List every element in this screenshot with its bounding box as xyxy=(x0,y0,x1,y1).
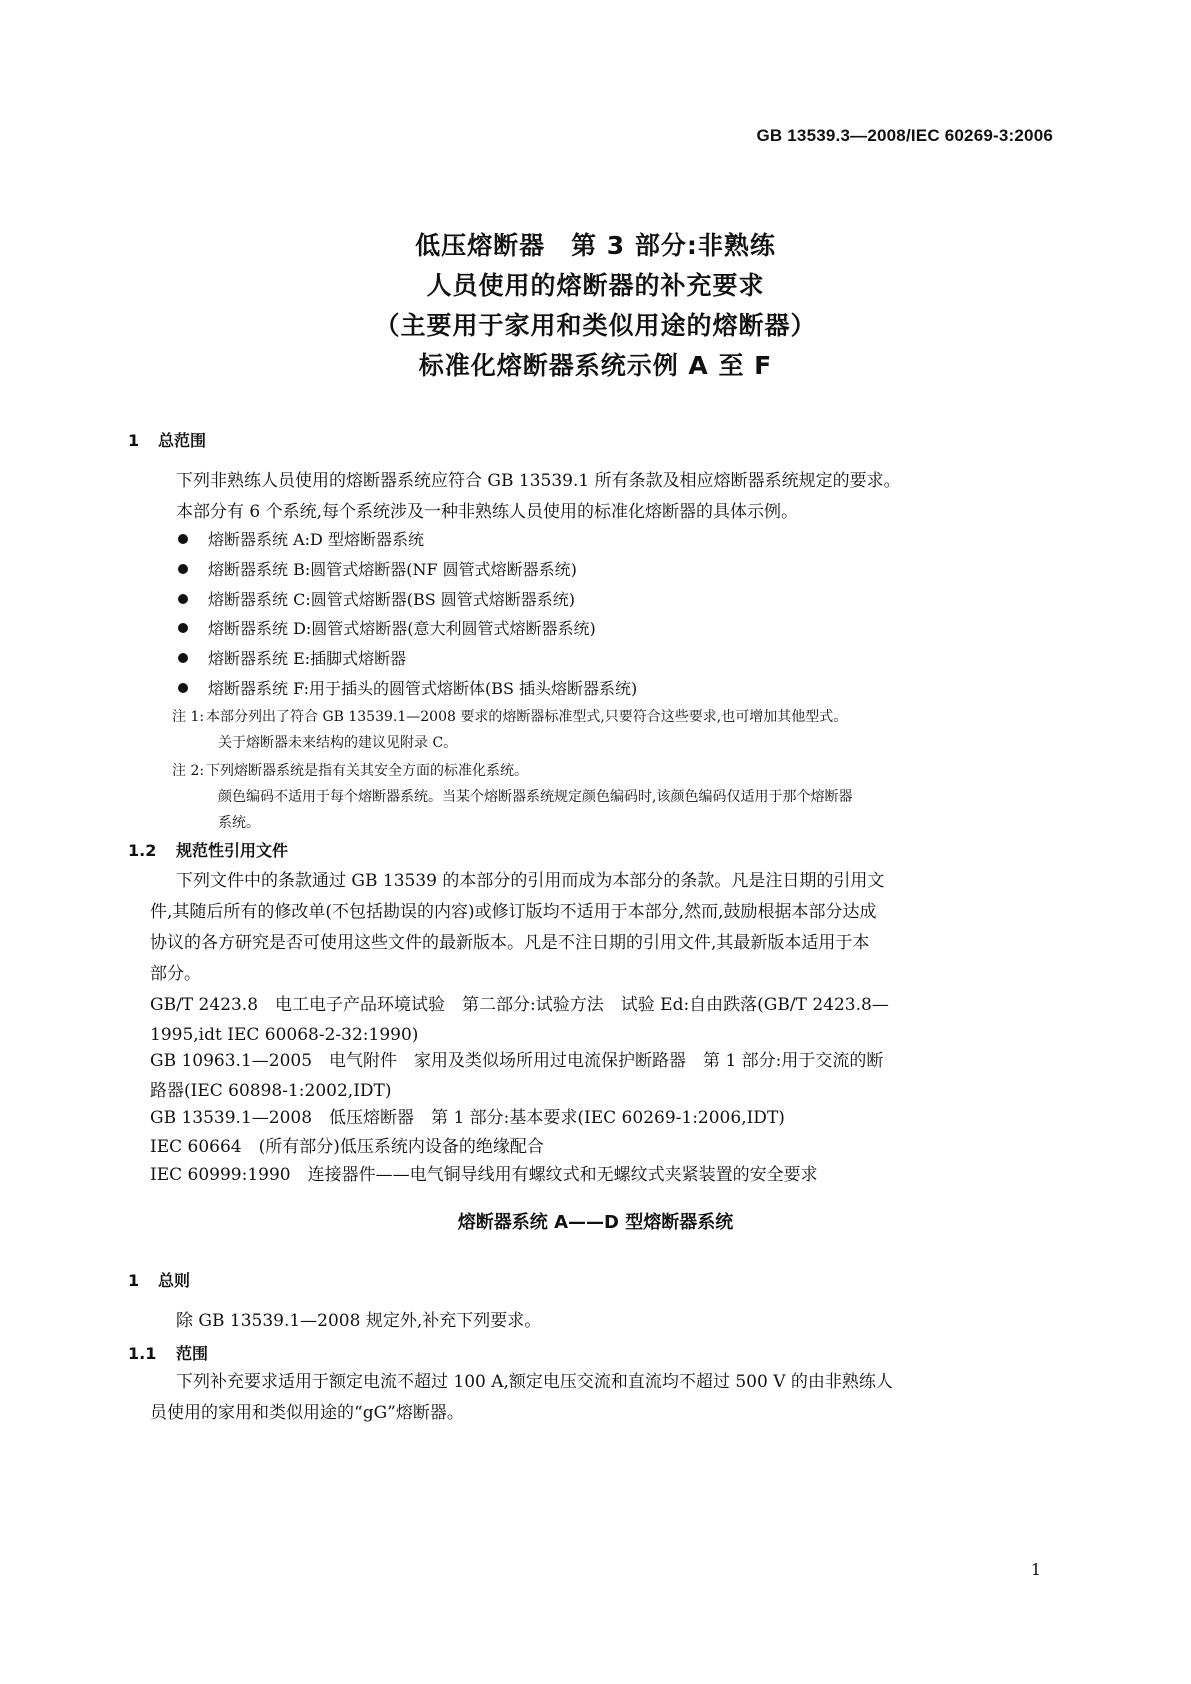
title-line: 人员使用的熔断器的补充要求 xyxy=(426,271,765,300)
section-1-2-paragraph xyxy=(150,866,1060,990)
reference-entry xyxy=(150,1160,1060,1190)
reference-line: IEC 60664 (所有部分)低压系统内设备的绝缘配合 xyxy=(150,1137,544,1157)
bullet-icon xyxy=(178,653,188,663)
reference-line: 1995,idt IEC 60068-2-32:1990) xyxy=(150,1025,419,1045)
bullet-icon xyxy=(178,623,188,633)
list-item-text: 熔断器系统 E:插脚式熔断器 xyxy=(208,649,407,668)
section-title: 总范围 xyxy=(158,431,207,450)
list-item xyxy=(178,645,406,673)
paragraph-line: 协议的各方研究是否可使用这些文件的最新版本。凡是不注日期的引用文件,其最新版本适用于本 xyxy=(150,933,870,953)
reference-entry xyxy=(150,1103,1060,1133)
reference-entry xyxy=(150,1046,1060,1106)
system-a-heading: 熔断器系统 A——D 型熔断器系统 xyxy=(457,1212,734,1233)
page-number: 1 xyxy=(1030,1560,1041,1579)
note-1 xyxy=(172,705,1062,730)
system-a-general-text xyxy=(150,1306,1060,1337)
system-a-section-1-heading xyxy=(128,1268,190,1291)
section-number: 1 xyxy=(128,1271,140,1290)
paragraph-line: 下列补充要求适用于额定电流不超过 100 A,额定电压交流和直流均不超过 500 V 的由非熟练人 xyxy=(176,1372,893,1392)
bullet-icon xyxy=(178,534,188,544)
standard-code: GB 13539.3—2008/IEC 60269-3:2006 xyxy=(756,126,1053,145)
list-item-text: 熔断器系统 C:圆管式熔断器(BS 圆管式熔断器系统) xyxy=(208,590,576,609)
section-number: 1.1 xyxy=(128,1344,157,1363)
bullet-icon xyxy=(178,594,188,604)
paragraph-line: 员使用的家用和类似用途的“gG”熔断器。 xyxy=(150,1403,464,1423)
list-item-text: 熔断器系统 F:用于插头的圆管式熔断体(BS 插头熔断器系统) xyxy=(208,679,638,698)
list-item-text: 熔断器系统 D:圆管式熔断器(意大利圆管式熔断器系统) xyxy=(208,619,596,638)
note-2-continued: 颜色编码不适用于每个熔断器系统。当某个熔断器系统规定颜色编码时,该颜色编码仅适用于那个熔断器 xyxy=(218,789,853,805)
paragraph-line: 件,其随后所有的修改单(不包括勘误的内容)或修订版均不适用于本部分,然而,鼓励根据本部分达成 xyxy=(150,902,877,922)
paragraph-line: 部分。 xyxy=(150,964,201,984)
bullet-icon xyxy=(178,564,188,574)
reference-entry xyxy=(150,990,1060,1050)
note-text: 下列熔断器系统是指有关其安全方面的标准化系统。 xyxy=(206,763,528,779)
note-label: 注 1: xyxy=(172,709,205,725)
section-number: 1 xyxy=(128,431,140,450)
list-item xyxy=(178,615,596,643)
list-item xyxy=(178,675,637,703)
section-title: 范围 xyxy=(176,1344,209,1363)
list-item-text: 熔断器系统 A:D 型熔断器系统 xyxy=(208,530,424,549)
paragraph-line: 本部分有 6 个系统,每个系统涉及一种非熟练人员使用的标准化熔断器的具体示例。 xyxy=(176,502,799,522)
paragraph-line: 下列非熟练人员使用的熔断器系统应符合 GB 13539.1 所有条款及相应熔断器系统规定的要求。 xyxy=(176,471,901,491)
title-line: （主要用于家用和类似用途的熔断器） xyxy=(374,311,817,340)
list-item xyxy=(178,526,424,554)
section-title: 总则 xyxy=(158,1271,191,1290)
reference-entry xyxy=(150,1132,1060,1162)
reference-line: GB 13539.1—2008 低压熔断器 第 1 部分:基本要求(IEC 60269-1:2006,IDT) xyxy=(150,1108,785,1128)
bullet-icon xyxy=(178,683,188,693)
note-label: 注 2: xyxy=(172,763,205,779)
title-line: 低压熔断器 第 3 部分:非熟练 xyxy=(415,231,776,260)
paragraph-line: 除 GB 13539.1—2008 规定外,补充下列要求。 xyxy=(176,1311,542,1331)
reference-line: 路器(IEC 60898-1:2002,IDT) xyxy=(150,1081,392,1101)
reference-line: GB/T 2423.8 电工电子产品环境试验 第二部分:试验方法 试验 Ed:自由跌落(GB/T 2423.8— xyxy=(150,995,889,1015)
section-1-2-heading xyxy=(128,838,288,861)
list-item-text: 熔断器系统 B:圆管式熔断器(NF 圆管式熔断器系统) xyxy=(208,560,577,579)
document-title xyxy=(0,226,1191,386)
note-2 xyxy=(172,759,1062,784)
system-a-section-1-1-heading xyxy=(128,1341,208,1364)
section-1-heading xyxy=(128,428,206,451)
list-item xyxy=(178,586,575,614)
note-text: 本部分列出了符合 GB 13539.1—2008 要求的熔断器标准型式,只要符合这些要求,也可增加其他型式。 xyxy=(206,709,848,725)
note-2-continued: 系统。 xyxy=(218,815,260,831)
section-1-intro xyxy=(150,466,1060,528)
section-number: 1.2 xyxy=(128,841,157,860)
reference-line: GB 10963.1—2005 电气附件 家用及类似场所用过电流保护断路器 第 1 部分:用于交流的断 xyxy=(150,1051,884,1071)
section-title: 规范性引用文件 xyxy=(176,841,289,860)
title-line: 标准化熔断器系统示例 A 至 F xyxy=(418,351,773,380)
paragraph-line: 下列文件中的条款通过 GB 13539 的本部分的引用而成为本部分的条款。凡是注日期的引用文 xyxy=(176,871,885,891)
note-1-continued: 关于熔断器未来结构的建议见附录 C。 xyxy=(218,735,458,751)
system-a-scope-text xyxy=(150,1367,1060,1429)
list-item xyxy=(178,556,577,584)
reference-line: IEC 60999:1990 连接器件——电气铜导线用有螺纹式和无螺纹式夹紧装置的安全要求 xyxy=(150,1165,818,1185)
